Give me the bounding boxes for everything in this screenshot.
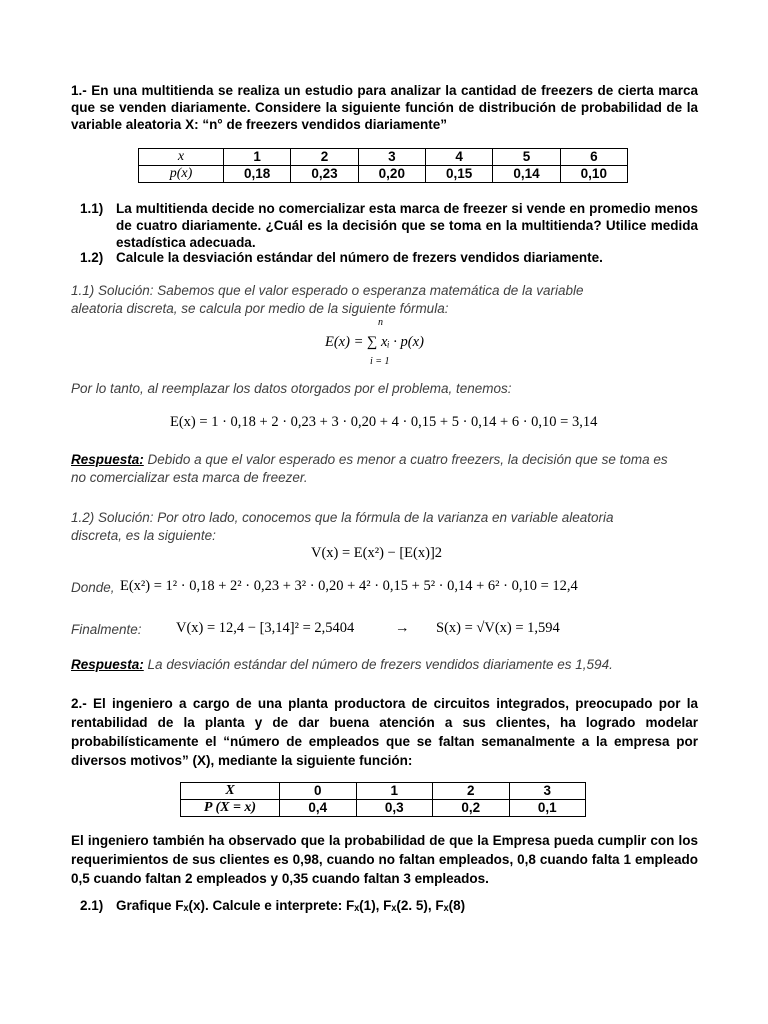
sum-upper-limit: n: [378, 317, 383, 328]
table-cell: 4: [425, 149, 492, 166]
table-row: [139, 149, 628, 166]
table-header-px: p(x): [139, 166, 224, 183]
table-header-x: x: [139, 149, 224, 166]
answer-2: [71, 656, 701, 674]
q2-probability-table: [180, 782, 586, 817]
table-header-px: P (X = x): [181, 800, 280, 817]
final-label: Finalmente:: [71, 622, 142, 637]
table-row: [181, 800, 586, 817]
table-cell: 2: [433, 783, 510, 800]
table-header-x: X: [181, 783, 280, 800]
table-cell: 1: [356, 783, 433, 800]
q1-statement: 1.- En una multitienda se realiza un estudio para analizar la cantidad de freezers de cierta marca que se venden diariamente. Considere la siguiente función de distribución de probabilidad de la variable aleatoria X: “n° de freezers vendidos diariamente”: [71, 83, 698, 132]
table-cell: 5: [493, 149, 560, 166]
table-cell: 0,1: [509, 800, 586, 817]
q2-statement: 2.- El ingeniero a cargo de una planta productora de circuitos integrados, preocupado por la rentabilidad de la planta y de dar buena atención a sus clientes, ha logrado modelar probabilísticamente el “número de empleados que se faltan semanalmente a la empresa por diversos motivos” (X), mediante la siguiente función:: [71, 696, 698, 768]
table-cell: 0,4: [280, 800, 357, 817]
arrow-symbol: →: [395, 620, 410, 636]
table-cell: 2: [291, 149, 358, 166]
table-cell: 1: [224, 149, 291, 166]
solution-1-1-intro: 1.1) Solución: Sabemos que el valor esperado o esperanza matemática de la variable aleatoria discreta, se calcula por medio de la siguiente fórmula:: [71, 283, 584, 316]
expected-value-formula: E(x) = ∑ xᵢ · p(x): [325, 334, 424, 350]
second-moment-calculation: E(x²) = 1² · 0,18 + 2² · 0,23 + 3² · 0,20 + 4² · 0,15 + 5² · 0,14 + 6² · 0,10 = 12,4: [120, 578, 578, 594]
table-cell: 0,2: [433, 800, 510, 817]
solution-1-1-line2: Por lo tanto, al reemplazar los datos otorgados por el problema, tenemos:: [71, 381, 512, 396]
sum-lower-limit: i = 1: [370, 356, 390, 367]
table-row: [181, 783, 586, 800]
answer-1: [71, 451, 671, 487]
table-cell: 3: [509, 783, 586, 800]
table-cell: 0,10: [560, 166, 627, 183]
table-row: [139, 166, 628, 183]
variance-formula: V(x) = E(x²) − [E(x)]2: [311, 545, 443, 561]
q1-probability-table: [138, 148, 628, 183]
table-cell: 3: [358, 149, 425, 166]
answer-label: Respuesta:: [71, 452, 144, 467]
answer-1-text: Debido a que el valor esperado es menor a cuatro freezers, la decisión que se toma es no comercializar esta marca de freezer.: [71, 452, 668, 485]
donde-label: Donde,: [71, 580, 115, 595]
table-cell: 0,14: [493, 166, 560, 183]
table-cell: 6: [560, 149, 627, 166]
answer-2-text: La desviación estándar del número de frezers vendidos diariamente es 1,594.: [147, 657, 613, 672]
q2-observation: El ingeniero también ha observado que la probabilidad de que la Empresa pueda cumplir con los requerimientos de sus clientes es 0,98, cuando no faltan empleados, 0,8 cuando falta 1 empleado 0,5 cuando faltan 2 empleados y 0,35 cuando faltan 3 empleados.: [71, 833, 698, 886]
table-cell: 0,23: [291, 166, 358, 183]
table-cell: 0,20: [358, 166, 425, 183]
table-cell: 0,18: [224, 166, 291, 183]
table-cell: 0,3: [356, 800, 433, 817]
answer-label: Respuesta:: [71, 657, 144, 672]
list-item: 2.1) Grafique Fₓ(x). Calcule e interprete: Fₓ(1), Fₓ(2. 5), Fₓ(8): [80, 898, 466, 913]
variance-calculation: V(x) = 12,4 − [3,14]² = 2,5404: [176, 620, 355, 636]
table-cell: 0: [280, 783, 357, 800]
table-cell: 0,15: [425, 166, 492, 183]
list-item: 1.2) Calcule la desviación estándar del número de frezers vendidos diariamente.: [80, 250, 603, 265]
std-dev-calculation: S(x) = √V(x) = 1,594: [436, 620, 560, 636]
solution-1-2-intro: 1.2) Solución: Por otro lado, conocemos que la fórmula de la varianza en variable aleatoria discreta, es la siguiente:: [71, 510, 614, 543]
list-item: 1.1) La multitienda decide no comercializar esta marca de freezer si vende en promedio menos de cuatro diariamente. ¿Cuál es la decisión que se toma en la multitienda? Utilice medida estadística adecuada.: [80, 201, 698, 250]
expected-value-calculation: E(x) = 1 · 0,18 + 2 · 0,23 + 3 · 0,20 + 4 · 0,15 + 5 · 0,14 + 6 · 0,10 = 3,14: [170, 414, 598, 430]
